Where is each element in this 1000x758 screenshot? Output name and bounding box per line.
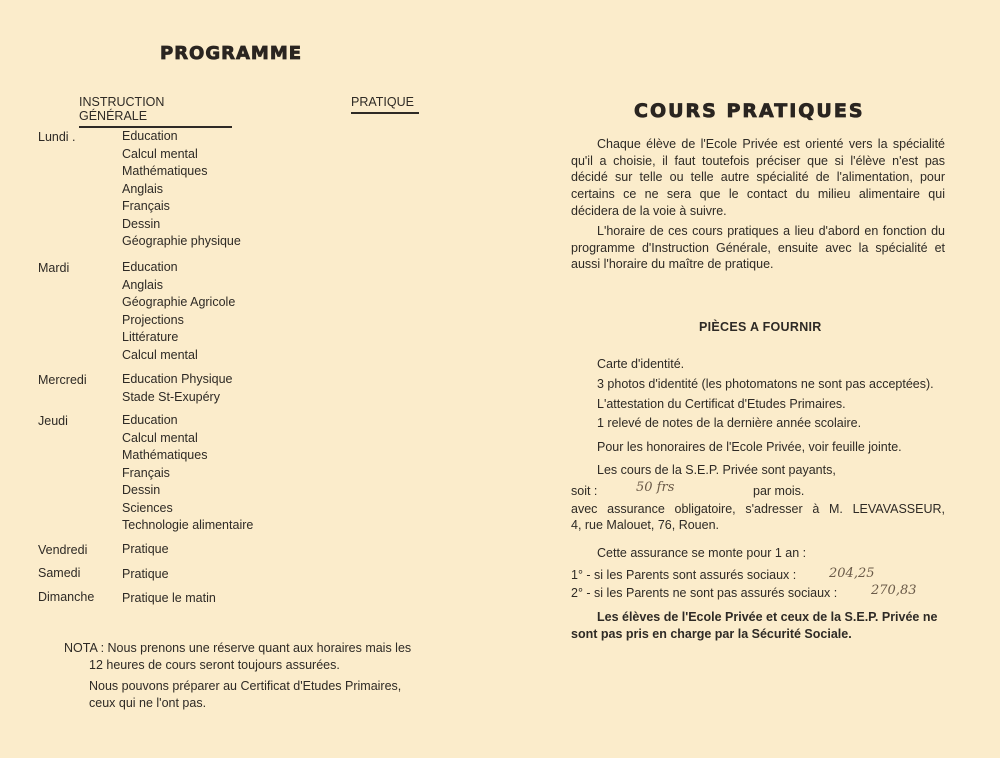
subject: Calcul mental — [122, 430, 198, 445]
subject: Français — [122, 465, 170, 480]
soit-label: soit : — [571, 484, 598, 498]
handwritten-amount: 50 frs — [636, 480, 675, 495]
cours-pratiques-title: COURS PRATIQUES — [634, 100, 865, 122]
insurance-item-1: 1° - si les Parents sont assurés sociaux : — [571, 568, 797, 582]
subject-list — [122, 412, 253, 535]
subject: Pratique — [122, 567, 169, 581]
handwritten-value-2: 270,83 — [871, 583, 917, 598]
programme-title: PROGRAMME — [160, 43, 303, 64]
subject: Technologie alimentaire — [122, 518, 254, 532]
handwritten-value-1: 204,25 — [829, 566, 875, 581]
schedule-paragraph — [571, 223, 945, 273]
subject: Education — [122, 129, 178, 143]
paragraph-text: Chaque élève de l'Ecole Privée est orienté vers la spécialité qu'il a choisie, il faut toutefois préciser que si l'élève n'est pas décidé sur telle ou telle autre spécialité de l'alimentation, pour certains ce ne sera que le contact du milieu alimentaire qui décidera de la voie à suivre. — [571, 137, 945, 218]
subject: Stade St-Exupéry — [122, 389, 220, 404]
subject: Littérature — [122, 330, 179, 344]
day-label: Lundi . — [38, 130, 76, 144]
subject: Education Physique — [122, 372, 233, 386]
subject-list — [122, 259, 235, 364]
subject-list — [122, 371, 233, 406]
subject-list — [122, 590, 216, 608]
day-label: Mardi — [38, 261, 70, 275]
subject: Projections — [122, 312, 184, 327]
subject: Pratique — [122, 542, 169, 556]
per-month-label: par mois. — [753, 484, 805, 498]
pieces-title: PIÈCES A FOURNIR — [699, 320, 822, 334]
day-label: Dimanche — [38, 590, 95, 604]
subject: Anglais — [122, 181, 163, 196]
paragraph-text: L'horaire de ces cours pratiques a lieu d'abord en fonction du programme d'Instruction Générale, ensuite avec la spécialité et aussi l'horaire du maître de pratique. — [571, 224, 945, 272]
subject: Mathématiques — [122, 164, 208, 178]
column-header-instruction: INSTRUCTION GÉNÉRALE — [79, 95, 232, 128]
insurance-intro: Cette assurance se monte pour 1 an : — [597, 546, 807, 560]
column-header-pratique: PRATIQUE — [351, 95, 419, 114]
note-line: sont pas pris en charge par la Sécurité Sociale. — [571, 626, 852, 641]
subject: Dessin — [122, 216, 161, 231]
nota-line: 12 heures de cours seront toujours assurées. — [89, 658, 340, 672]
subject: Education — [122, 413, 178, 427]
subject: Anglais — [122, 277, 163, 292]
subject: Calcul mental — [122, 347, 198, 362]
subject-list — [122, 541, 169, 559]
day-label: Samedi — [38, 566, 81, 580]
subject: Géographie physique — [122, 234, 241, 248]
intro-paragraph — [571, 136, 945, 220]
subject: Géographie Agricole — [122, 295, 236, 309]
subject: Sciences — [122, 500, 173, 515]
nota-line: NOTA : Nous prenons une réserve quant aux horaires mais les — [64, 641, 412, 655]
day-label: Vendredi — [38, 543, 88, 557]
note-line: Les élèves de l'Ecole Privée et ceux de la S.E.P. Privée ne — [597, 610, 938, 624]
subject: Français — [122, 199, 170, 213]
subject: Education — [122, 260, 178, 274]
payment-line: avec assurance obligatoire, s'adresser à M. LEVAVASSEUR, — [571, 502, 945, 516]
nota-line: Nous pouvons préparer au Certificat d'Etudes Primaires, — [89, 679, 402, 693]
day-label: Mercredi — [38, 373, 87, 387]
subject: Mathématiques — [122, 448, 208, 462]
nota-line: ceux qui ne l'ont pas. — [89, 696, 207, 710]
piece-item: Pour les honoraires de l'Ecole Privée, voir feuille jointe. — [597, 440, 902, 454]
subject: Calcul mental — [122, 146, 198, 161]
insurance-item-2: 2° - si les Parents ne sont pas assurés sociaux : — [571, 586, 838, 600]
subject: Pratique le matin — [122, 591, 216, 605]
subject: Dessin — [122, 483, 161, 497]
address-line: 4, rue Malouet, 76, Rouen. — [571, 518, 720, 532]
subject-list — [122, 566, 169, 584]
day-label: Jeudi — [38, 414, 68, 428]
subject-list — [122, 128, 241, 251]
piece-item: L'attestation du Certificat d'Etudes Primaires. — [597, 397, 846, 411]
payment-line: Les cours de la S.E.P. Privée sont payants, — [597, 463, 836, 477]
piece-item: 3 photos d'identité (les photomatons ne sont pas acceptées). — [597, 377, 934, 391]
nota-block — [64, 640, 439, 712]
social-security-note — [571, 609, 945, 642]
piece-item: 1 relevé de notes de la dernière année scolaire. — [597, 416, 862, 430]
piece-item: Carte d'identité. — [597, 357, 685, 371]
